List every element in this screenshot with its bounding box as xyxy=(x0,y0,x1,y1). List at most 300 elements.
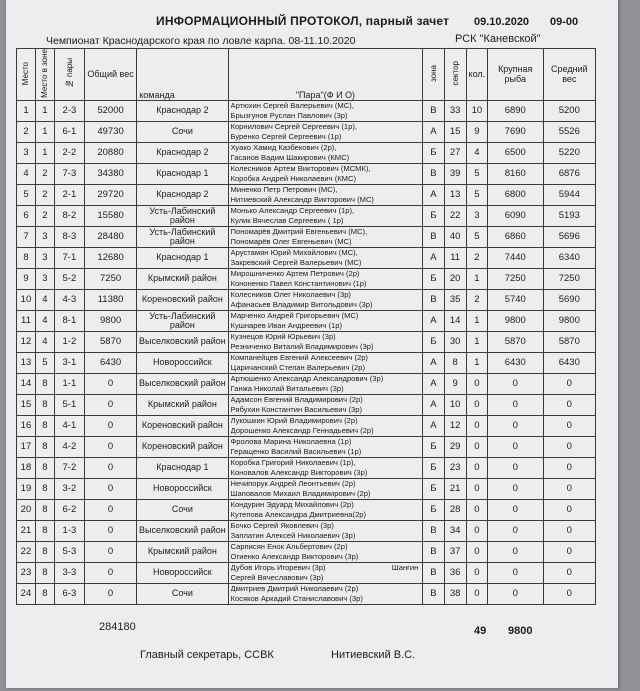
place-cell: 13 xyxy=(17,352,36,373)
pair-member-2: Геращенко Василий Васильевич (1р) xyxy=(230,446,362,456)
zone-cell: В xyxy=(423,541,444,562)
count-cell: 0 xyxy=(466,562,487,583)
place-cell: 14 xyxy=(17,373,36,394)
zone-place-cell: 2 xyxy=(35,205,54,226)
col-count: кол. xyxy=(466,49,487,101)
zone-cell: А xyxy=(423,247,444,268)
zone-cell: А xyxy=(423,184,444,205)
pair-note: Шангин xyxy=(391,563,419,573)
venue-name: РСК "Каневской" xyxy=(455,33,541,45)
table-row xyxy=(17,520,596,541)
pair-no-cell: 3-2 xyxy=(54,478,84,499)
zone-cell: В xyxy=(423,562,444,583)
weight-cell: 0 xyxy=(84,373,136,394)
place-cell: 5 xyxy=(17,184,36,205)
weight-cell: 0 xyxy=(84,583,136,604)
sector-cell: 13 xyxy=(444,184,466,205)
count-cell: 5 xyxy=(466,184,487,205)
place-cell: 12 xyxy=(17,331,36,352)
protocol-title: ИНФОРМАЦИОННЫЙ ПРОТОКОЛ, парный зачет xyxy=(156,14,450,28)
team-cell: Краснодар 2 xyxy=(137,184,228,205)
pair-no-cell: 2-1 xyxy=(54,184,84,205)
pair-member-2: Кушнарев Иван Андреевич (1р) xyxy=(230,320,342,330)
pair-cell xyxy=(228,247,423,268)
count-cell: 1 xyxy=(466,352,487,373)
sector-cell: 38 xyxy=(444,583,466,604)
weight-cell: 7250 xyxy=(84,268,136,289)
team-cell: Кореновский район xyxy=(137,289,228,310)
team-cell: Кореновский район xyxy=(137,415,228,436)
count-cell: 10 xyxy=(466,100,487,121)
pair-member-1: Колесников Артем Викторович (МСМК), xyxy=(230,164,371,174)
pair-cell xyxy=(228,541,423,562)
weight-cell: 20880 xyxy=(84,142,136,163)
weight-cell: 29720 xyxy=(84,184,136,205)
pair-member-1: Артюхин Сергей Валерьевич (МС), xyxy=(230,101,354,111)
pair-member-1: Пономарёв Дмитрий Евгеньевич (МС), xyxy=(230,227,368,237)
table-row xyxy=(17,205,596,226)
table-row xyxy=(17,184,596,205)
pair-cell xyxy=(228,562,423,583)
team-cell: Новороссийск xyxy=(137,352,228,373)
pair-no-cell: 6-1 xyxy=(54,121,84,142)
pair-no-cell: 7-2 xyxy=(54,457,84,478)
team-cell: Сочи xyxy=(137,499,228,520)
zone-cell: В xyxy=(423,520,444,541)
big-fish-cell: 0 xyxy=(487,394,543,415)
place-cell: 9 xyxy=(17,268,36,289)
count-cell: 0 xyxy=(466,499,487,520)
sector-cell: 11 xyxy=(444,247,466,268)
pair-cell xyxy=(228,121,423,142)
count-cell: 0 xyxy=(466,436,487,457)
pair-no-cell: 5-3 xyxy=(54,541,84,562)
place-cell: 1 xyxy=(17,100,36,121)
weight-cell: 0 xyxy=(84,478,136,499)
col-sector: сектор xyxy=(444,49,466,101)
pair-no-cell: 4-3 xyxy=(54,289,84,310)
count-cell: 9 xyxy=(466,121,487,142)
pair-member-1: Лукошкин Юрий Владимирович (2р) xyxy=(230,416,358,426)
sector-cell: 27 xyxy=(444,142,466,163)
pair-member-2: Буренко Сергей Сергеевич (1р) xyxy=(230,131,342,141)
pair-cell xyxy=(228,226,423,247)
total-count: 49 xyxy=(474,625,487,637)
pair-cell xyxy=(228,310,423,331)
pair-member-1: Кондурин Эдуард Михайлович (2р) xyxy=(230,500,354,510)
pair-no-cell: 2-3 xyxy=(54,100,84,121)
pair-member-2: Коновалов Александр Викторович (3р) xyxy=(230,467,368,477)
weight-cell: 49730 xyxy=(84,121,136,142)
table-row xyxy=(17,268,596,289)
pair-member-1: Фролова Марина Николаевна (1р) xyxy=(230,437,352,447)
place-cell: 22 xyxy=(17,541,36,562)
weight-cell: 12680 xyxy=(84,247,136,268)
pair-cell xyxy=(228,163,423,184)
col-pair: "Пара"(Ф И О) xyxy=(228,49,423,101)
pair-cell xyxy=(228,415,423,436)
zone-cell: Б xyxy=(423,478,444,499)
count-cell: 0 xyxy=(466,583,487,604)
pair-member-2: Коробка Андрей Николаевич (КМС) xyxy=(230,173,356,183)
place-cell: 17 xyxy=(17,436,36,457)
weight-cell: 6430 xyxy=(84,352,136,373)
count-cell: 1 xyxy=(466,331,487,352)
zone-cell: В xyxy=(423,226,444,247)
count-cell: 5 xyxy=(466,226,487,247)
zone-cell: В xyxy=(423,583,444,604)
big-fish-cell: 0 xyxy=(487,478,543,499)
zone-cell: В xyxy=(423,289,444,310)
competition-name: Чемпионат Краснодарского края по ловле карпа. 08-11.10.2020 xyxy=(46,35,356,47)
avg-weight-cell: 0 xyxy=(543,541,595,562)
zone-place-cell: 3 xyxy=(35,268,54,289)
place-cell: 11 xyxy=(17,310,36,331)
sector-cell: 39 xyxy=(444,163,466,184)
pair-member-2: Сергей Вячеславович (3р) xyxy=(230,572,324,582)
zone-cell: А xyxy=(423,352,444,373)
pair-member-1: Мирошниченко Артем Петрович (2р) xyxy=(230,269,360,279)
avg-weight-cell: 5690 xyxy=(543,289,595,310)
table-row xyxy=(17,541,596,562)
place-cell: 7 xyxy=(17,226,36,247)
big-fish-cell: 6430 xyxy=(487,352,543,373)
place-cell: 23 xyxy=(17,562,36,583)
table-row xyxy=(17,562,596,583)
avg-weight-cell: 0 xyxy=(543,499,595,520)
table-row xyxy=(17,394,596,415)
team-cell: Краснодар 2 xyxy=(137,142,228,163)
pair-cell xyxy=(228,583,423,604)
pair-member-2: Закревский Сергей Валерьевич (МС) xyxy=(230,257,362,267)
sector-cell: 12 xyxy=(444,415,466,436)
zone-place-cell: 8 xyxy=(35,520,54,541)
avg-weight-cell: 0 xyxy=(543,394,595,415)
zone-place-cell: 2 xyxy=(35,163,54,184)
zone-cell: В xyxy=(423,100,444,121)
col-big-fish: Крупная рыба xyxy=(487,49,543,101)
big-fish-cell: 7440 xyxy=(487,247,543,268)
count-cell: 0 xyxy=(466,457,487,478)
place-cell: 6 xyxy=(17,205,36,226)
pair-cell xyxy=(228,289,423,310)
col-zone-place: Место в зоне xyxy=(35,49,54,101)
avg-weight-cell: 0 xyxy=(543,562,595,583)
sector-cell: 14 xyxy=(444,310,466,331)
pair-cell xyxy=(228,499,423,520)
pair-member-1: Миненко Петр Петрович (МС), xyxy=(230,185,338,195)
big-fish-cell: 0 xyxy=(487,436,543,457)
protocol-sheet xyxy=(6,0,618,688)
pair-member-2: Нитиевский Александр Викторович (МС) xyxy=(230,194,374,204)
avg-weight-cell: 0 xyxy=(543,415,595,436)
sector-cell: 35 xyxy=(444,289,466,310)
count-cell: 5 xyxy=(466,163,487,184)
col-total-weight: Общий вес xyxy=(84,49,136,101)
zone-place-cell: 8 xyxy=(35,394,54,415)
place-cell: 24 xyxy=(17,583,36,604)
zone-place-cell: 8 xyxy=(35,478,54,499)
place-cell: 2 xyxy=(17,121,36,142)
team-cell: Сочи xyxy=(137,121,228,142)
sector-cell: 21 xyxy=(444,478,466,499)
pair-member-2: Кононенко Павел Константинович (1р) xyxy=(230,278,367,288)
zone-cell: А xyxy=(423,415,444,436)
pair-member-2: Пономарёв Олег Евгеньевич (МС) xyxy=(230,236,352,246)
pair-no-cell: 4-1 xyxy=(54,415,84,436)
zone-place-cell: 3 xyxy=(35,247,54,268)
pair-member-1: Коробка Григорий Николаевич (1р), xyxy=(230,458,356,468)
pair-cell xyxy=(228,268,423,289)
pair-member-1: Хуако Хамид Казбекович (2р), xyxy=(230,143,337,153)
sector-cell: 34 xyxy=(444,520,466,541)
big-fish-cell: 0 xyxy=(487,562,543,583)
zone-place-cell: 8 xyxy=(35,415,54,436)
big-fish-cell: 7690 xyxy=(487,121,543,142)
col-place: Место xyxy=(17,49,36,101)
place-cell: 20 xyxy=(17,499,36,520)
pair-no-cell: 5-1 xyxy=(54,394,84,415)
pair-member-2: Огиенко Александр Викторович (3р) xyxy=(230,551,359,561)
count-cell: 0 xyxy=(466,415,487,436)
pair-member-2: Афанасьев Владимир Витольдович (3р) xyxy=(230,299,373,309)
weight-cell: 34380 xyxy=(84,163,136,184)
pair-member-1: Бочко Сергей Яковлевич (3р) xyxy=(230,521,334,531)
col-pair-no: № пары xyxy=(54,49,84,101)
table-row xyxy=(17,163,596,184)
zone-cell: Б xyxy=(423,205,444,226)
table-row xyxy=(17,583,596,604)
avg-weight-cell: 5193 xyxy=(543,205,595,226)
place-cell: 8 xyxy=(17,247,36,268)
col-team: команда xyxy=(137,49,228,101)
big-fish-cell: 0 xyxy=(487,583,543,604)
table-row xyxy=(17,436,596,457)
count-cell: 0 xyxy=(466,541,487,562)
team-cell: Крымский район xyxy=(137,268,228,289)
zone-place-cell: 1 xyxy=(35,121,54,142)
zone-place-cell: 2 xyxy=(35,184,54,205)
weight-cell: 15580 xyxy=(84,205,136,226)
zone-place-cell: 8 xyxy=(35,541,54,562)
pair-member-1: Артюшенко Александр Александрович (3р) xyxy=(230,374,384,384)
pair-member-2: Кутепова Александра Дмитриевна(2р) xyxy=(230,509,367,519)
pair-member-1: Дубов Игорь Игоревич (3р) Шангин xyxy=(230,563,419,573)
sector-cell: 33 xyxy=(444,100,466,121)
avg-weight-cell: 5200 xyxy=(543,100,595,121)
col-zone: зона xyxy=(423,49,444,101)
big-fish-cell: 0 xyxy=(487,457,543,478)
team-cell: Краснодар 2 xyxy=(137,100,228,121)
pair-cell xyxy=(228,142,423,163)
zone-cell: Б xyxy=(423,331,444,352)
pair-member-1: Дмитриев Дмитрий Николаевич (2р) xyxy=(230,584,359,594)
pair-cell xyxy=(228,394,423,415)
team-cell: Кореновский район xyxy=(137,436,228,457)
team-cell: Крымский район xyxy=(137,541,228,562)
pair-cell xyxy=(228,205,423,226)
pair-no-cell: 1-3 xyxy=(54,520,84,541)
pair-cell xyxy=(228,520,423,541)
zone-place-cell: 8 xyxy=(35,499,54,520)
zone-cell: А xyxy=(423,394,444,415)
pair-cell xyxy=(228,478,423,499)
total-big-fish: 9800 xyxy=(508,625,533,637)
count-cell: 1 xyxy=(466,310,487,331)
count-cell: 4 xyxy=(466,142,487,163)
results-table xyxy=(16,48,596,605)
zone-cell: А xyxy=(423,121,444,142)
big-fish-cell: 0 xyxy=(487,499,543,520)
big-fish-cell: 5870 xyxy=(487,331,543,352)
place-cell: 16 xyxy=(17,415,36,436)
weight-cell: 0 xyxy=(84,415,136,436)
big-fish-cell: 0 xyxy=(487,373,543,394)
team-cell: Краснодар 1 xyxy=(137,457,228,478)
pair-member-1: Корнилович Сергей Сергеевич (1р), xyxy=(230,122,357,132)
sector-cell: 10 xyxy=(444,394,466,415)
sector-cell: 37 xyxy=(444,541,466,562)
pair-member-1: Сарписян Енок Альбертович (2р) xyxy=(230,542,348,552)
pair-member-1: Арустамян Юрий Михайлович (МС), xyxy=(230,248,358,258)
sector-cell: 9 xyxy=(444,373,466,394)
team-cell: Выселковский район xyxy=(137,520,228,541)
team-cell: Выселковский район xyxy=(137,373,228,394)
team-cell: Усть-Лабинский район xyxy=(137,205,228,226)
zone-place-cell: 4 xyxy=(35,289,54,310)
avg-weight-cell: 0 xyxy=(543,436,595,457)
zone-cell: Б xyxy=(423,457,444,478)
pair-cell xyxy=(228,352,423,373)
table-row xyxy=(17,121,596,142)
place-cell: 15 xyxy=(17,394,36,415)
weight-cell: 0 xyxy=(84,499,136,520)
big-fish-cell: 0 xyxy=(487,520,543,541)
zone-place-cell: 8 xyxy=(35,457,54,478)
place-cell: 19 xyxy=(17,478,36,499)
pair-no-cell: 6-3 xyxy=(54,583,84,604)
big-fish-cell: 6090 xyxy=(487,205,543,226)
sector-cell: 40 xyxy=(444,226,466,247)
place-cell: 3 xyxy=(17,142,36,163)
avg-weight-cell: 5870 xyxy=(543,331,595,352)
weight-cell: 28480 xyxy=(84,226,136,247)
avg-weight-cell: 6876 xyxy=(543,163,595,184)
pair-cell xyxy=(228,331,423,352)
team-cell: Усть-Лабинский район xyxy=(137,310,228,331)
zone-place-cell: 1 xyxy=(35,100,54,121)
team-cell: Новороссийск xyxy=(137,562,228,583)
count-cell: 0 xyxy=(466,478,487,499)
avg-weight-cell: 0 xyxy=(543,478,595,499)
sector-cell: 23 xyxy=(444,457,466,478)
zone-place-cell: 4 xyxy=(35,310,54,331)
big-fish-cell: 0 xyxy=(487,415,543,436)
weight-cell: 0 xyxy=(84,541,136,562)
pair-cell xyxy=(228,184,423,205)
avg-weight-cell: 0 xyxy=(543,373,595,394)
pair-member-2: Заплатин Алексей Николаевич (3р) xyxy=(230,530,356,540)
zone-place-cell: 4 xyxy=(35,331,54,352)
avg-weight-cell: 7250 xyxy=(543,268,595,289)
pair-no-cell: 7-1 xyxy=(54,247,84,268)
table-row xyxy=(17,478,596,499)
team-cell: Краснодар 1 xyxy=(137,247,228,268)
place-cell: 18 xyxy=(17,457,36,478)
pair-member-1: Кузнецов Юрий Юрьевич (3р) xyxy=(230,332,336,342)
zone-place-cell: 8 xyxy=(35,436,54,457)
pair-no-cell: 8-2 xyxy=(54,205,84,226)
big-fish-cell: 0 xyxy=(487,541,543,562)
pair-member-1: Компанейцев Евгений Алексеевич (2р) xyxy=(230,353,368,363)
pair-cell xyxy=(228,457,423,478)
total-weight: 284180 xyxy=(99,621,136,633)
avg-weight-cell: 5944 xyxy=(543,184,595,205)
team-cell: Новороссийск xyxy=(137,478,228,499)
pair-cell xyxy=(228,373,423,394)
count-cell: 2 xyxy=(466,289,487,310)
big-fish-cell: 5740 xyxy=(487,289,543,310)
zone-place-cell: 8 xyxy=(35,583,54,604)
pair-no-cell: 2-2 xyxy=(54,142,84,163)
count-cell: 0 xyxy=(466,373,487,394)
zone-cell: А xyxy=(423,310,444,331)
protocol-time: 09-00 xyxy=(550,16,579,28)
pair-no-cell: 3-3 xyxy=(54,562,84,583)
pair-no-cell: 4-2 xyxy=(54,436,84,457)
secretary-role: Главный секретарь, ССВК xyxy=(140,649,274,661)
team-cell: Крымский район xyxy=(137,394,228,415)
zone-cell: В xyxy=(423,163,444,184)
weight-cell: 52000 xyxy=(84,100,136,121)
zone-cell: Б xyxy=(423,142,444,163)
pair-no-cell: 8-1 xyxy=(54,310,84,331)
avg-weight-cell: 6430 xyxy=(543,352,595,373)
zone-cell: Б xyxy=(423,436,444,457)
table-row xyxy=(17,457,596,478)
pair-no-cell: 5-2 xyxy=(54,268,84,289)
table-row xyxy=(17,373,596,394)
pair-member-2: Ганжа Николай Витальевич (3р) xyxy=(230,383,344,393)
weight-cell: 0 xyxy=(84,394,136,415)
table-row xyxy=(17,352,596,373)
place-cell: 21 xyxy=(17,520,36,541)
pair-member-1: Нечипорук Андрей Леонтьевич (2р) xyxy=(230,479,356,489)
big-fish-cell: 9800 xyxy=(487,310,543,331)
zone-place-cell: 1 xyxy=(35,142,54,163)
weight-cell: 0 xyxy=(84,520,136,541)
team-cell: Сочи xyxy=(137,583,228,604)
pair-cell xyxy=(228,100,423,121)
pair-no-cell: 7-3 xyxy=(54,163,84,184)
count-cell: 3 xyxy=(466,205,487,226)
table-row xyxy=(17,499,596,520)
pair-member-2: Царичанский Степан Валерьевич (2р) xyxy=(230,362,366,372)
place-cell: 10 xyxy=(17,289,36,310)
table-row xyxy=(17,226,596,247)
zone-place-cell: 5 xyxy=(35,352,54,373)
sector-cell: 29 xyxy=(444,436,466,457)
count-cell: 1 xyxy=(466,268,487,289)
pair-member-2: Резниченко Виталий Владимирович (3р) xyxy=(230,341,374,351)
table-row xyxy=(17,415,596,436)
pair-member-1: Колесников Олег Николаевич (3р) xyxy=(230,290,351,300)
big-fish-cell: 6500 xyxy=(487,142,543,163)
pair-no-cell: 6-2 xyxy=(54,499,84,520)
sector-cell: 30 xyxy=(444,331,466,352)
pair-no-cell: 3-1 xyxy=(54,352,84,373)
col-avg-weight: Средний вес xyxy=(543,49,595,101)
